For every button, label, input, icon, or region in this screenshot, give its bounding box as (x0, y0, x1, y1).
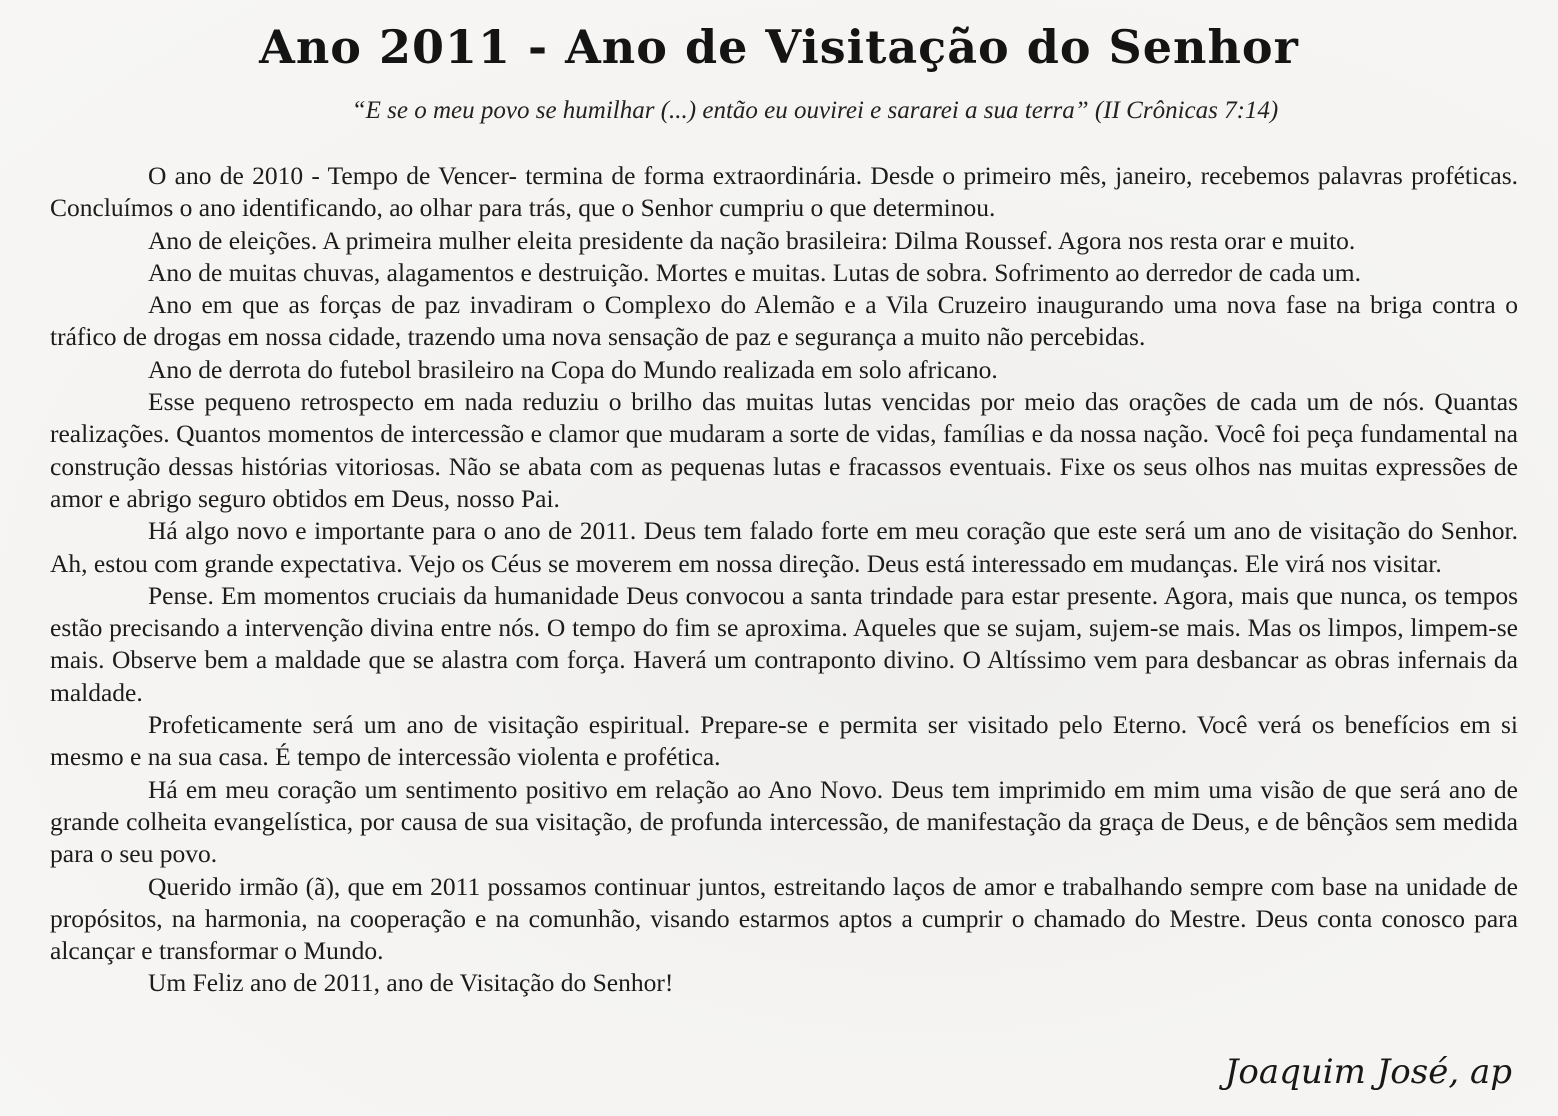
paragraph: Ano de derrota do futebol brasileiro na Copa do Mundo realizada em solo africano. (148, 354, 998, 384)
paragraph: Há em meu coração um sentimento positivo em relação ao Ano Novo. Deus tem imprimido em mim uma visão de que será ano de grande colheita evangelística, por causa de sua visitação, de profunda intercessão, de manifestação da graça de Deus, e de bênçãos sem medida para o seu povo. (50, 774, 1518, 869)
article-body (50, 160, 1518, 1000)
paragraph: Querido irmão (ã), que em 2011 possamos continuar juntos, estreitando laços de amor e trabalhando sempre com base na unidade de propósitos, na harmonia, na cooperação e na comunhão, visando estarmos aptos a cumprir o chamado do Mestre. Deus conta conosco para alcançar e transformar o Mundo. (50, 871, 1518, 966)
paragraph: Ano de muitas chuvas, alagamentos e destruição. Mortes e muitas. Lutas de sobra. Sofrimento ao derredor de cada um. (148, 257, 1362, 287)
paragraph: Ano de eleições. A primeira mulher eleita presidente da nação brasileira: Dilma Roussef. Agora nos resta orar e muito. (148, 225, 1356, 255)
page-title: Ano 2011 - Ano de Visitação do Senhor (259, 20, 1299, 74)
paragraph: Pense. Em momentos cruciais da humanidade Deus convocou a santa trindade para estar presente. Agora, mais que nunca, os tempos estão precisando a intervenção divina entre nós. O tempo do fim se aproxima. Aqueles que se sujam, sujem-se mais. Mas os limpos, limpem-se mais. Observe bem a maldade que se alastra com força. Haverá um contraponto divino. O Altíssimo vem para desbancar as obras infernais da maldade. (50, 580, 1518, 707)
paragraph: Há algo novo e importante para o ano de 2011. Deus tem falado forte em meu coração que este será um ano de visitação do Senhor. Ah, estou com grande expectativa. Vejo os Céus se moverem em nossa direção. Deus está interessado em mudanças. Ele virá nos visitar. (50, 516, 1518, 578)
paragraph: Profeticamente será um ano de visitação espiritual. Prepare-se e permita ser visitado pelo Eterno. Você verá os benefícios em si mesmo e na sua casa. É tempo de intercessão violenta e profética. (50, 710, 1518, 772)
paragraph: O ano de 2010 - Tempo de Vencer- termina de forma extraordinária. Desde o primeiro mês, janeiro, recebemos palavras proféticas. Concluímos o ano identificando, ao olhar para trás, que o Senhor cumpriu o que determinou. (50, 161, 1518, 223)
epigraph-quote: “E se o meu povo se humilhar (...) então eu ouvirei e sararei a sua terra” (II Crônicas 7:14) (351, 97, 1279, 124)
paragraph: Esse pequeno retrospecto em nada reduziu o brilho das muitas lutas vencidas por meio das orações de cada um de nós. Quantas realizações. Quantos momentos de intercessão e clamor que mudaram a sorte de vidas, famílias e da nossa nação. Você foi peça fundamental na construção dessas histórias vitoriosas. Não se abata com as pequenas lutas e fracassos eventuais. Fixe os seus olhos nas muitas expressões de amor e abrigo seguro obtidos em Deus, nosso Pai. (50, 387, 1518, 513)
paragraph: Ano em que as forças de paz invadiram o Complexo do Alemão e a Vila Cruzeiro inaugurando uma nova fase na briga contra o tráfico de drogas em nossa cidade, trazendo uma nova sensação de paz e segurança a muito não percebidas. (50, 290, 1518, 352)
author-signature: Joaquim José, ap (1224, 1052, 1512, 1092)
paragraph: Um Feliz ano de 2011, ano de Visitação do Senhor! (148, 968, 674, 998)
